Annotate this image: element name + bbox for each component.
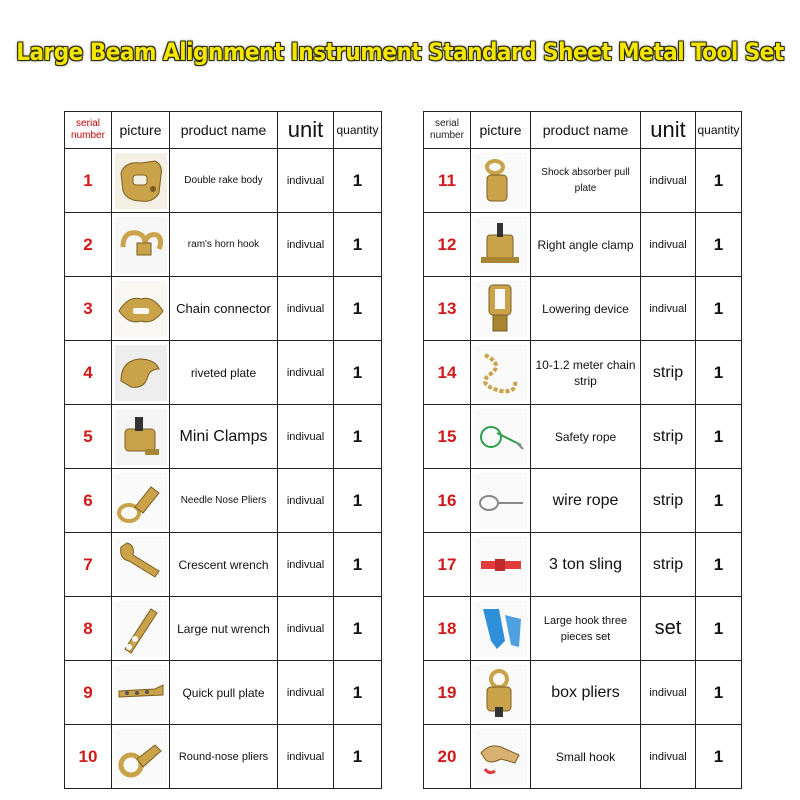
unit-cell: strip bbox=[641, 405, 696, 469]
header-unit: unit bbox=[641, 112, 696, 149]
product-name-cell: Mini Clamps bbox=[170, 405, 278, 469]
unit-cell: indivual bbox=[278, 149, 334, 213]
product-name-cell: Crescent wrench bbox=[170, 533, 278, 597]
rams-horn-hook-photo-icon bbox=[115, 217, 167, 273]
quantity-cell: 1 bbox=[696, 149, 742, 213]
header-serial-line2: number bbox=[71, 130, 105, 141]
serial-cell: 3 bbox=[65, 277, 112, 341]
picture-cell bbox=[471, 725, 531, 789]
product-name-cell: Chain connector bbox=[170, 277, 278, 341]
product-name-cell: box pliers bbox=[531, 661, 641, 725]
picture-cell bbox=[471, 277, 531, 341]
crescent-wrench-photo-icon bbox=[115, 537, 167, 593]
sling-photo-icon bbox=[475, 537, 527, 593]
table-row bbox=[424, 469, 742, 533]
unit-cell: indivual bbox=[641, 213, 696, 277]
header-unit: unit bbox=[278, 112, 334, 149]
table-row bbox=[65, 533, 382, 597]
table-row bbox=[424, 533, 742, 597]
serial-cell: 7 bbox=[65, 533, 112, 597]
serial-cell: 13 bbox=[424, 277, 471, 341]
table-row bbox=[65, 405, 382, 469]
unit-cell: indivual bbox=[278, 405, 334, 469]
table-header-row bbox=[65, 112, 382, 149]
unit-cell: set bbox=[641, 597, 696, 661]
riveted-plate-photo-icon bbox=[115, 345, 167, 401]
unit-cell: indivual bbox=[641, 725, 696, 789]
product-name-cell: Shock absorber pull plate bbox=[531, 149, 641, 213]
quantity-cell: 1 bbox=[334, 661, 382, 725]
picture-cell bbox=[112, 341, 170, 405]
serial-cell: 6 bbox=[65, 469, 112, 533]
unit-cell: indivual bbox=[641, 149, 696, 213]
serial-cell: 12 bbox=[424, 213, 471, 277]
header-quantity: quantity bbox=[696, 112, 742, 149]
picture-cell bbox=[112, 277, 170, 341]
table-row bbox=[424, 725, 742, 789]
header-serial-line1: serial bbox=[76, 118, 100, 129]
serial-cell: 19 bbox=[424, 661, 471, 725]
table-row bbox=[424, 341, 742, 405]
quantity-cell: 1 bbox=[696, 469, 742, 533]
serial-cell: 8 bbox=[65, 597, 112, 661]
product-name-cell: Lowering device bbox=[531, 277, 641, 341]
product-name-cell: wire rope bbox=[531, 469, 641, 533]
table-row bbox=[65, 597, 382, 661]
table-row bbox=[65, 725, 382, 789]
product-name-cell: Quick pull plate bbox=[170, 661, 278, 725]
picture-cell bbox=[471, 597, 531, 661]
table-row bbox=[424, 149, 742, 213]
unit-cell: strip bbox=[641, 341, 696, 405]
tool-table-left bbox=[64, 111, 382, 789]
safety-rope-photo-icon bbox=[475, 409, 527, 465]
quantity-cell: 1 bbox=[334, 597, 382, 661]
table-row bbox=[65, 341, 382, 405]
unit-cell: indivual bbox=[278, 277, 334, 341]
picture-cell bbox=[471, 341, 531, 405]
serial-cell: 9 bbox=[65, 661, 112, 725]
quantity-cell: 1 bbox=[696, 533, 742, 597]
header-product-name: product name bbox=[170, 112, 278, 149]
table-row bbox=[65, 213, 382, 277]
unit-cell: strip bbox=[641, 469, 696, 533]
serial-cell: 16 bbox=[424, 469, 471, 533]
serial-cell: 11 bbox=[424, 149, 471, 213]
large-hook-set-photo-icon bbox=[475, 601, 527, 657]
picture-cell bbox=[112, 405, 170, 469]
picture-cell bbox=[471, 213, 531, 277]
double-rake-body-photo-icon bbox=[115, 153, 167, 209]
unit-cell: indivual bbox=[278, 533, 334, 597]
product-name-cell: Round-nose pliers bbox=[170, 725, 278, 789]
picture-cell bbox=[112, 597, 170, 661]
lowering-device-photo-icon bbox=[475, 281, 527, 337]
unit-cell: indivual bbox=[278, 213, 334, 277]
picture-cell bbox=[112, 213, 170, 277]
unit-cell: indivual bbox=[641, 277, 696, 341]
quantity-cell: 1 bbox=[334, 149, 382, 213]
picture-cell bbox=[112, 725, 170, 789]
table-row bbox=[424, 597, 742, 661]
header-product-name: product name bbox=[531, 112, 641, 149]
quantity-cell: 1 bbox=[334, 341, 382, 405]
unit-cell: strip bbox=[641, 533, 696, 597]
header-serial-line1: serial bbox=[435, 118, 459, 129]
serial-cell: 5 bbox=[65, 405, 112, 469]
picture-cell bbox=[471, 405, 531, 469]
product-name-cell: Double rake body bbox=[170, 149, 278, 213]
right-angle-clamp-photo-icon bbox=[475, 217, 527, 273]
table-row bbox=[424, 661, 742, 725]
large-nut-wrench-photo-icon bbox=[115, 601, 167, 657]
quantity-cell: 1 bbox=[696, 405, 742, 469]
header-quantity: quantity bbox=[334, 112, 382, 149]
serial-cell: 14 bbox=[424, 341, 471, 405]
table-row bbox=[65, 469, 382, 533]
unit-cell: indivual bbox=[278, 469, 334, 533]
header-serial-number bbox=[65, 112, 112, 149]
unit-cell: indivual bbox=[278, 597, 334, 661]
quantity-cell: 1 bbox=[334, 277, 382, 341]
header-picture: picture bbox=[471, 112, 531, 149]
serial-cell: 20 bbox=[424, 725, 471, 789]
header-serial-number bbox=[424, 112, 471, 149]
serial-cell: 17 bbox=[424, 533, 471, 597]
quantity-cell: 1 bbox=[696, 277, 742, 341]
quantity-cell: 1 bbox=[334, 725, 382, 789]
picture-cell bbox=[471, 469, 531, 533]
serial-cell: 2 bbox=[65, 213, 112, 277]
table-header-row bbox=[424, 112, 742, 149]
small-hook-photo-icon bbox=[475, 729, 527, 785]
quantity-cell: 1 bbox=[334, 405, 382, 469]
picture-cell bbox=[112, 149, 170, 213]
product-name-cell: riveted plate bbox=[170, 341, 278, 405]
quantity-cell: 1 bbox=[334, 533, 382, 597]
quantity-cell: 1 bbox=[334, 213, 382, 277]
unit-cell: indivual bbox=[278, 341, 334, 405]
quick-pull-plate-photo-icon bbox=[115, 665, 167, 721]
quantity-cell: 1 bbox=[696, 725, 742, 789]
table-row bbox=[65, 661, 382, 725]
table-row bbox=[424, 277, 742, 341]
picture-cell bbox=[112, 533, 170, 597]
serial-cell: 10 bbox=[65, 725, 112, 789]
unit-cell: indivual bbox=[641, 661, 696, 725]
quantity-cell: 1 bbox=[696, 213, 742, 277]
picture-cell bbox=[471, 149, 531, 213]
serial-cell: 4 bbox=[65, 341, 112, 405]
serial-cell: 1 bbox=[65, 149, 112, 213]
picture-cell bbox=[471, 533, 531, 597]
box-pliers-photo-icon bbox=[475, 665, 527, 721]
product-name-cell: 10-1.2 meter chain strip bbox=[531, 341, 641, 405]
product-name-cell: 3 ton sling bbox=[531, 533, 641, 597]
picture-cell bbox=[112, 661, 170, 725]
table-row bbox=[65, 277, 382, 341]
shock-absorber-pull-plate-photo-icon bbox=[475, 153, 527, 209]
wire-rope-photo-icon bbox=[475, 473, 527, 529]
serial-cell: 18 bbox=[424, 597, 471, 661]
tool-table-right bbox=[423, 111, 742, 789]
quantity-cell: 1 bbox=[696, 661, 742, 725]
quantity-cell: 1 bbox=[696, 597, 742, 661]
quantity-cell: 1 bbox=[334, 469, 382, 533]
header-picture: picture bbox=[112, 112, 170, 149]
header-serial-line2: number bbox=[430, 130, 464, 141]
product-name-cell: Safety rope bbox=[531, 405, 641, 469]
round-nose-pliers-photo-icon bbox=[115, 729, 167, 785]
table-row bbox=[65, 149, 382, 213]
chain-photo-icon bbox=[475, 345, 527, 401]
product-name-cell: ram's horn hook bbox=[170, 213, 278, 277]
chain-connector-photo-icon bbox=[115, 281, 167, 337]
needle-nose-pliers-photo-icon bbox=[115, 473, 167, 529]
serial-cell: 15 bbox=[424, 405, 471, 469]
unit-cell: indivual bbox=[278, 725, 334, 789]
mini-clamps-photo-icon bbox=[115, 409, 167, 465]
table-row bbox=[424, 405, 742, 469]
quantity-cell: 1 bbox=[696, 341, 742, 405]
product-name-cell: Small hook bbox=[531, 725, 641, 789]
picture-cell bbox=[112, 469, 170, 533]
page-title: Large Beam Alignment Instrument Standard Sheet Metal Tool Set bbox=[16, 38, 784, 66]
product-name-cell: Right angle clamp bbox=[531, 213, 641, 277]
product-name-cell: Large nut wrench bbox=[170, 597, 278, 661]
picture-cell bbox=[471, 661, 531, 725]
table-row bbox=[424, 213, 742, 277]
product-name-cell: Needle Nose Pliers bbox=[170, 469, 278, 533]
unit-cell: indivual bbox=[278, 661, 334, 725]
product-name-cell: Large hook three pieces set bbox=[531, 597, 641, 661]
